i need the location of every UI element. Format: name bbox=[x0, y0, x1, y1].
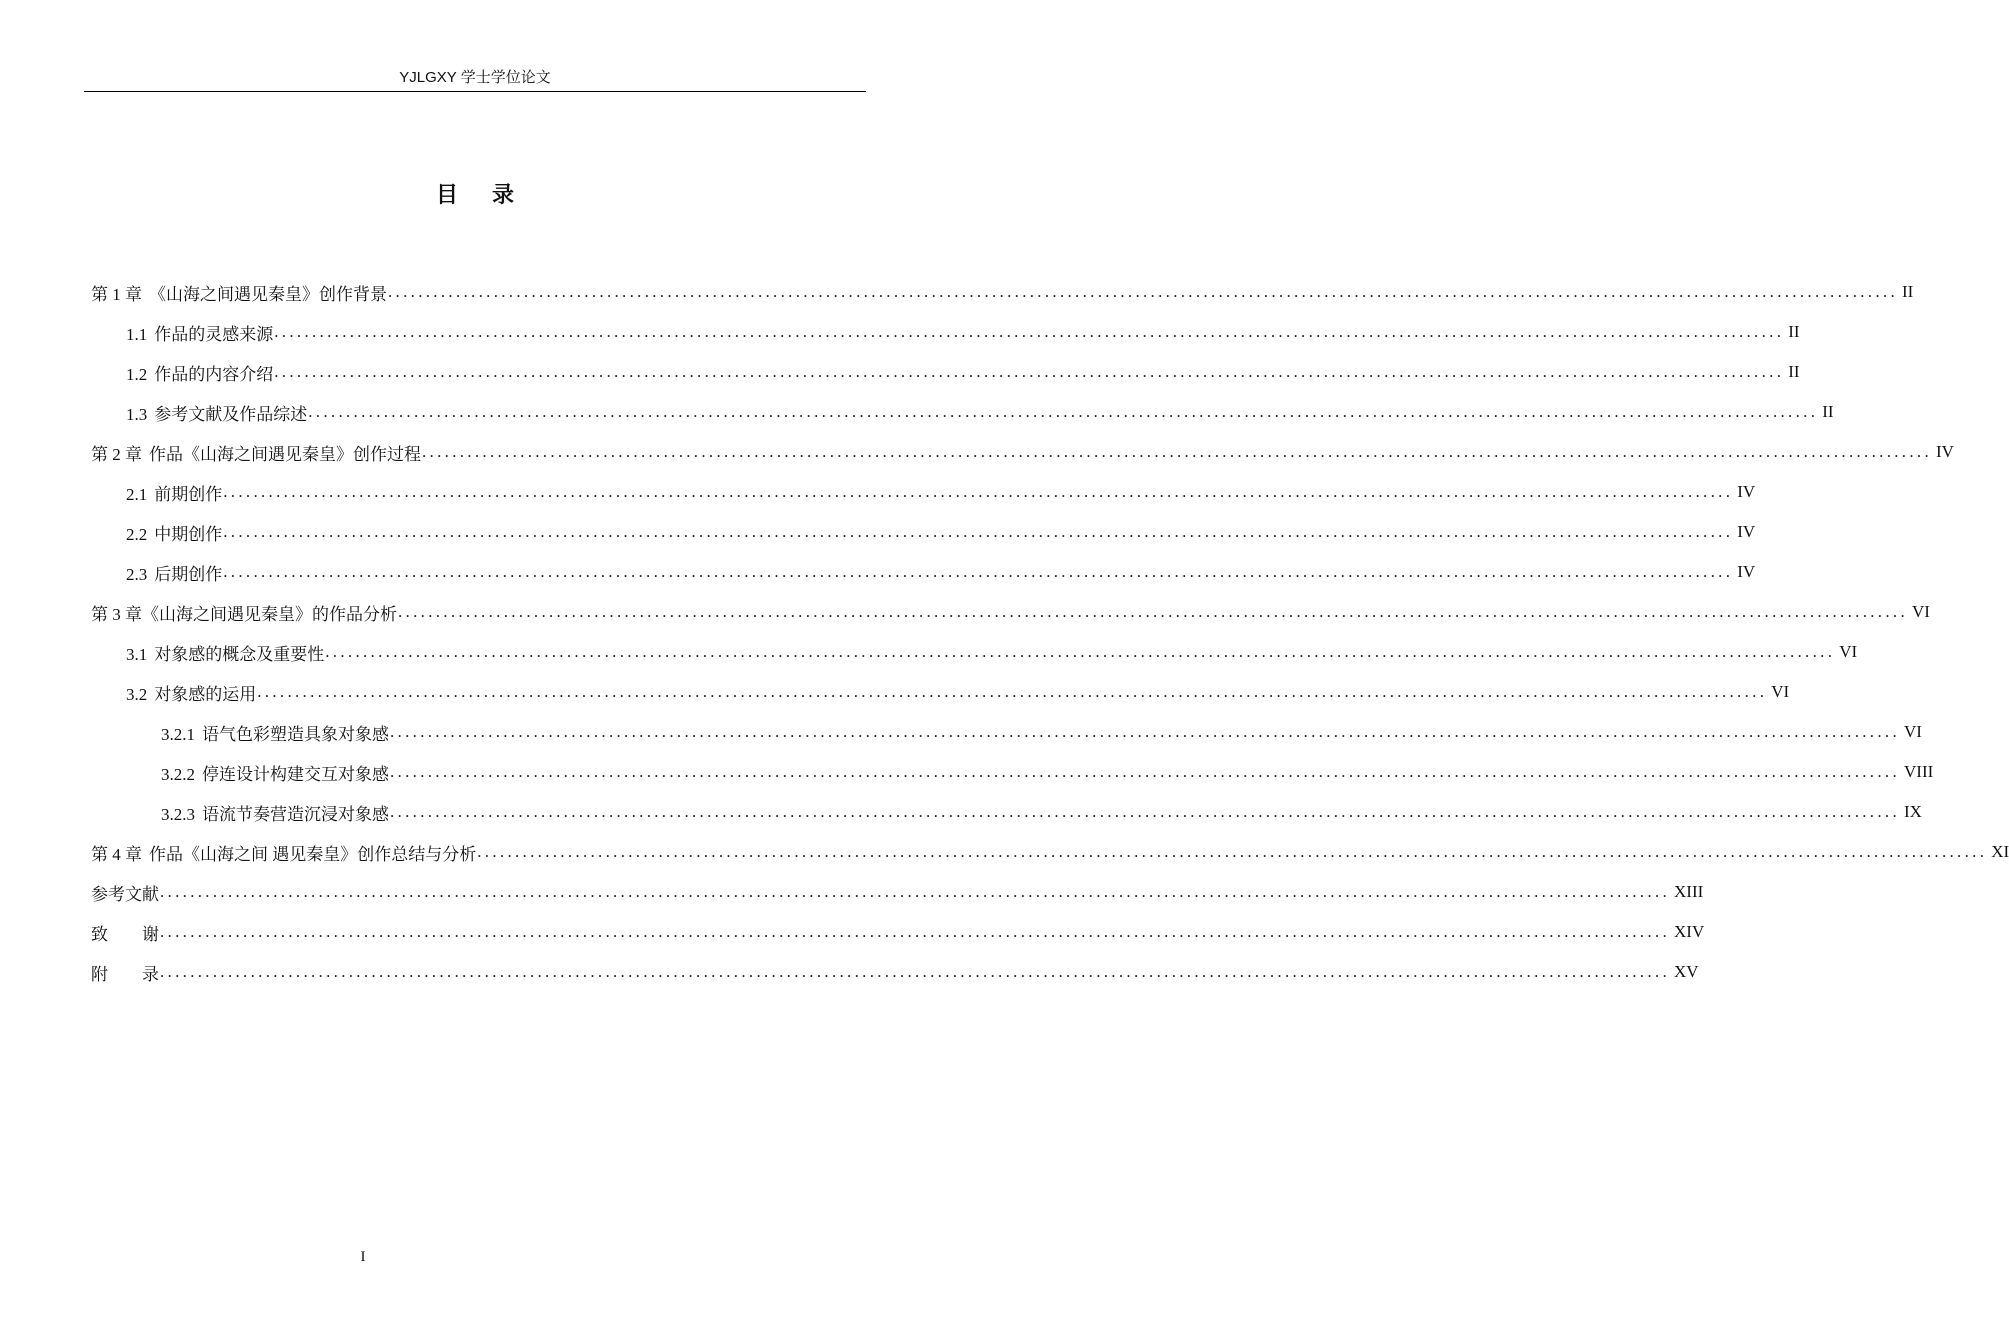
toc-entry-number: 1.1 bbox=[126, 324, 148, 344]
toc-entry-page: VI bbox=[1912, 602, 1930, 621]
toc-entry-title: 致 谢 bbox=[91, 924, 159, 944]
toc-entry-title: 作品《山海之间遇见秦皇》创作过程 bbox=[149, 444, 421, 464]
toc-dot-leader: ........................................................................................................................................................................................................ bbox=[308, 402, 1819, 421]
toc-entry-references[interactable] bbox=[91, 872, 1704, 912]
toc-entry-number: 第 4 章 bbox=[91, 844, 142, 864]
toc-entry-chapter-3[interactable] bbox=[91, 592, 1930, 632]
toc-dot-leader: ........................................................................................................................................................................................................ bbox=[390, 722, 1900, 741]
toc-title: 目录 bbox=[435, 183, 548, 208]
toc-entry-number: 1.2 bbox=[126, 364, 148, 384]
toc-entry-number: 2.3 bbox=[126, 564, 148, 584]
toc-entry-chapter-4[interactable] bbox=[91, 832, 2009, 872]
toc-dot-leader: ........................................................................................................................................................................................................ bbox=[160, 922, 1670, 941]
toc-entry-page: VI bbox=[1771, 682, 1790, 701]
toc-entry-appendix[interactable] bbox=[91, 952, 1699, 992]
toc-entry-number: 3.2 bbox=[126, 684, 148, 704]
toc-entry-page: VI bbox=[1839, 642, 1858, 661]
toc-dot-leader: ........................................................................................................................................................................................................ bbox=[388, 282, 1898, 301]
toc-entry-number: 3.1 bbox=[126, 644, 148, 664]
toc-entry-2-2[interactable] bbox=[126, 512, 1756, 552]
toc-entry-3-2-1[interactable] bbox=[161, 712, 1922, 752]
toc-entry-page: II bbox=[1902, 282, 1914, 301]
toc-entry-page: XIV bbox=[1674, 922, 1705, 941]
toc-entry-title: 后期创作 bbox=[154, 564, 223, 584]
toc-entry-page: IV bbox=[1737, 562, 1756, 581]
toc-entry-3-2[interactable] bbox=[126, 672, 1790, 712]
toc-entry-number: 3.2.2 bbox=[161, 764, 195, 784]
toc-entry-number: 第 1 章 bbox=[91, 284, 142, 304]
toc-entry-3-1[interactable] bbox=[126, 632, 1858, 672]
toc-entry-number: 1.3 bbox=[126, 404, 148, 424]
toc-entry-title: 《山海之间遇见秦皇》的作品分析 bbox=[142, 604, 397, 624]
toc-entry-title: 对象感的概念及重要性 bbox=[154, 644, 325, 664]
toc-entry-page: XIII bbox=[1674, 882, 1704, 901]
toc-entry-acknowledgements[interactable] bbox=[91, 912, 1705, 952]
toc-entry-title: 停连设计构建交互对象感 bbox=[202, 764, 389, 784]
toc-entry-page: IX bbox=[1904, 802, 1922, 821]
toc-entry-3-2-2[interactable] bbox=[161, 752, 1934, 792]
toc-entry-number: 3.2.3 bbox=[161, 804, 195, 824]
toc-dot-leader: ........................................................................................................................................................................................................ bbox=[223, 522, 1734, 541]
toc-dot-leader: ........................................................................................................................................................................................................ bbox=[160, 962, 1670, 981]
toc-dot-leader: ........................................................................................................................................................................................................ bbox=[477, 842, 1988, 861]
toc-entry-title: 语气色彩塑造具象对象感 bbox=[202, 724, 389, 744]
toc-dot-leader: ........................................................................................................................................................................................................ bbox=[390, 802, 1900, 821]
toc-entry-title: 《山海之间遇见秦皇》创作背景 bbox=[149, 284, 387, 304]
running-header: YJLGXY 学士学位论文 bbox=[399, 69, 551, 86]
toc-entry-chapter-2[interactable] bbox=[91, 432, 1954, 472]
toc-entry-page: XV bbox=[1674, 962, 1699, 981]
toc-entry-number: 2.2 bbox=[126, 524, 148, 544]
toc-dot-leader: ........................................................................................................................................................................................................ bbox=[325, 642, 1836, 661]
toc-entry-1-1[interactable] bbox=[126, 312, 1800, 352]
toc-entry-title: 中期创作 bbox=[154, 524, 223, 544]
header-rule bbox=[84, 91, 866, 92]
toc-entry-page: VIII bbox=[1904, 762, 1934, 781]
toc-entry-page: II bbox=[1788, 322, 1800, 341]
toc-entry-3-2-3[interactable] bbox=[161, 792, 1922, 832]
toc-entry-page: IV bbox=[1936, 442, 1954, 461]
toc-entry-title: 参考文献 bbox=[91, 884, 159, 904]
toc-entry-1-2[interactable] bbox=[126, 352, 1800, 392]
toc-dot-leader: ........................................................................................................................................................................................................ bbox=[223, 482, 1734, 501]
toc-dot-leader: ........................................................................................................................................................................................................ bbox=[398, 602, 1908, 621]
toc-dot-leader: ........................................................................................................................................................................................................ bbox=[160, 882, 1670, 901]
toc-entry-number: 3.2.1 bbox=[161, 724, 195, 744]
toc-dot-leader: ........................................................................................................................................................................................................ bbox=[274, 362, 1785, 381]
toc-dot-leader: ........................................................................................................................................................................................................ bbox=[257, 682, 1768, 701]
toc-dot-leader: ........................................................................................................................................................................................................ bbox=[390, 762, 1900, 781]
toc-entry-title: 作品《山海之间 遇见秦皇》创作总结与分析 bbox=[149, 844, 477, 864]
toc-entry-title: 附 录 bbox=[91, 964, 159, 984]
toc-dot-leader: ........................................................................................................................................................................................................ bbox=[274, 322, 1785, 341]
toc-entry-title: 作品的内容介绍 bbox=[154, 364, 274, 384]
toc-entry-page: VI bbox=[1904, 722, 1922, 741]
toc-entry-page: II bbox=[1788, 362, 1800, 381]
toc-entry-title: 语流节奏营造沉浸对象感 bbox=[202, 804, 389, 824]
toc-entry-2-1[interactable] bbox=[126, 472, 1756, 512]
toc-dot-leader: ........................................................................................................................................................................................................ bbox=[422, 442, 1932, 461]
toc-entry-2-3[interactable] bbox=[126, 552, 1756, 592]
toc-entry-title: 对象感的运用 bbox=[154, 684, 257, 704]
toc-entry-chapter-1[interactable] bbox=[91, 272, 1914, 312]
toc-entry-1-3[interactable] bbox=[126, 392, 1834, 432]
toc-entry-number: 第 3 章 bbox=[91, 604, 142, 624]
toc-entry-title: 前期创作 bbox=[154, 484, 223, 504]
toc-entry-number: 2.1 bbox=[126, 484, 148, 504]
page-number: I bbox=[360, 1249, 366, 1265]
toc-entry-page: IV bbox=[1737, 482, 1756, 501]
toc-entry-page: IV bbox=[1737, 522, 1756, 541]
toc-entry-page: II bbox=[1822, 402, 1834, 421]
toc-entry-title: 作品的灵感来源 bbox=[154, 324, 274, 344]
toc-entry-page: XI bbox=[1991, 842, 2009, 861]
toc-dot-leader: ........................................................................................................................................................................................................ bbox=[223, 562, 1734, 581]
toc-entry-number: 第 2 章 bbox=[91, 444, 142, 464]
toc-entry-title: 参考文献及作品综述 bbox=[154, 404, 308, 424]
